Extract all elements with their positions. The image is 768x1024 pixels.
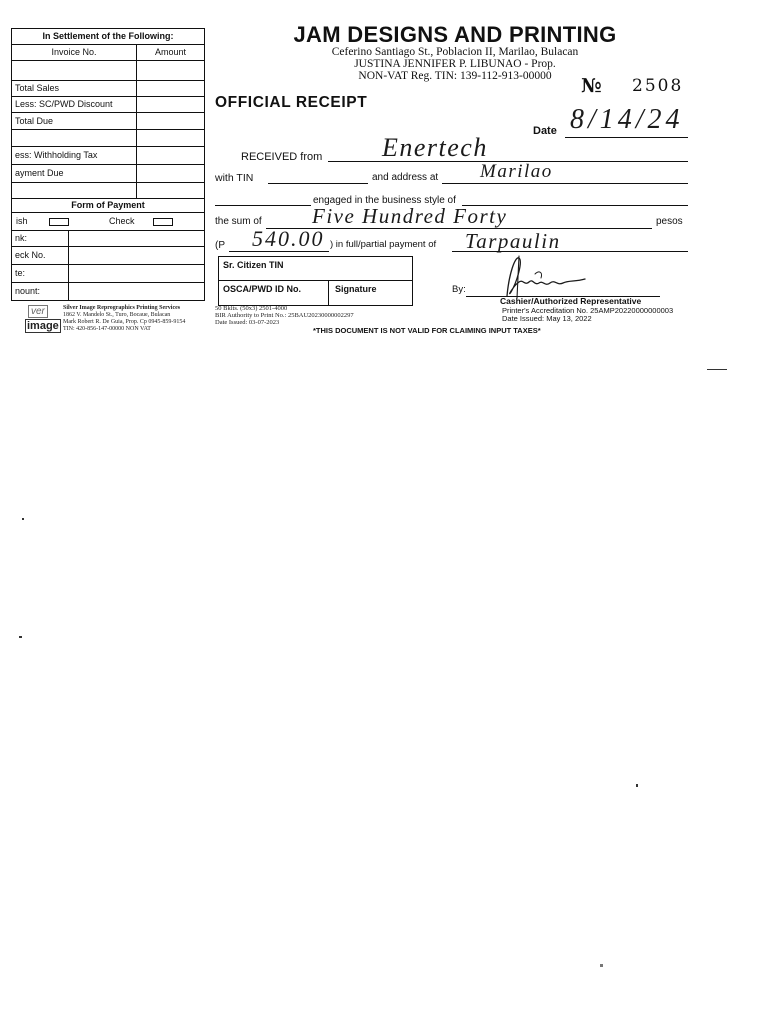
by-label: By: [452,284,466,295]
scan-speck [707,369,727,370]
payment-of-handwritten: Tarpaulin [465,229,561,253]
osca-pwd-id-label: OSCA/PWD ID No. [219,281,329,305]
address-line [442,183,688,184]
scan-speck [636,784,638,787]
invoice-no-cell [12,61,137,80]
blank-cell [137,130,204,146]
address-label: and address at [372,172,439,183]
atp-info: BIR Authority to Print No.: 25BAU20230000002297 [215,312,354,319]
blank-cell [12,130,137,146]
receipt-number-symbol: № [581,75,602,97]
bank-row [12,230,204,246]
sr-citizen-tin-label: Sr. Citizen TIN [219,257,412,281]
with-tin-label: with TIN [215,172,254,184]
booklets-info: 50 Bklts. (50x3) 2501-4000 [215,305,288,312]
blank-cell [137,183,204,198]
senior-signature-label: Signature [335,284,377,294]
payment-method-row [12,212,204,230]
senior-citizen-box [218,256,413,306]
settlement-title: In Settlement of the Following: [42,31,174,41]
payment-date-value [69,265,204,282]
form-of-payment-title: Form of Payment [12,198,204,212]
check-label: Check [109,216,135,226]
scan-speck [22,518,24,520]
check-checkbox [153,218,173,226]
payment-amount-value [69,283,204,300]
sc-pwd-discount-label: Less: SC/PWD Discount [12,97,137,112]
blank-row [12,129,204,146]
pesos-label: pesos [656,216,683,227]
blank-cell [12,183,137,198]
payment-amount-row [12,282,204,300]
total-due-amount [137,113,204,129]
withholding-tax-row [12,146,204,164]
sc-pwd-discount-row [12,96,204,112]
business-name: JAM DESIGNS AND PRINTING [293,22,617,47]
invoice-entry-row [12,60,204,80]
scan-speck [19,636,22,638]
business-tin: NON-VAT Reg. TIN: 139-112-913-00000 [358,70,552,82]
sum-label: the sum of [215,216,262,227]
amount-header: Amount [154,47,187,57]
atp-date-info: Date Issued: 03-07-2023 [215,319,280,326]
total-due-label: Total Due [12,113,137,129]
printer-logo-top: ver [28,305,48,318]
amount-handwritten: 540.00 [252,226,325,251]
invoice-amount-cell [137,61,204,80]
sum-words-handwritten: Five Hundred Forty [312,204,508,228]
printer-accreditation-date: Date Issued: May 13, 2022 [502,314,592,323]
address-handwritten: Marilao [480,161,553,182]
printer-logo-bottom: image [27,320,59,332]
printer-line-3: Mark Robert R. De Guia, Prop. Cp 0945-859-9154 [63,319,186,325]
tin-line [268,183,368,184]
total-sales-label: Total Sales [12,81,137,96]
printer-line-2: 1862 V. Mandelo St., Turo, Bocaue, Bulacan [63,312,171,318]
invoice-no-header: Invoice No. [12,45,137,60]
receipt-number: 2508 [632,76,684,96]
cash-checkbox [49,218,69,226]
cashier-role-label: Cashier/Authorized Representative [500,296,642,306]
received-from-handwritten: Enertech [382,133,488,162]
withholding-tax-amount [137,147,204,164]
amount-line [229,251,329,252]
date-handwritten: 8/14/24 [570,104,684,135]
received-from-label: RECEIVED from [241,151,323,163]
payment-date-row [12,264,204,282]
payment-amount-label: nount: [12,283,69,300]
printer-line-1: Silver Image Reprographics Printing Services [63,305,181,311]
printer-line-4: TIN: 420-856-147-00000 NON VAT [63,326,151,332]
date-line [565,137,688,138]
printer-logo [25,305,60,339]
settlement-column-headers [12,44,204,60]
total-due-row [12,112,204,129]
bank-label: nk: [12,231,69,246]
business-address: Ceferino Santiago St., Poblacion II, Marilao, Bulacan [331,46,579,58]
blank-row [12,182,204,198]
input-tax-disclaimer: *THIS DOCUMENT IS NOT VALID FOR CLAIMING INPUT TAXES* [313,326,541,335]
bank-value [69,231,204,246]
total-sales-amount [137,81,204,96]
cash-label: ish [16,216,28,226]
cashier-signature [495,252,590,300]
amount-open-label: (P [215,240,225,251]
printer-accreditation: Printer's Accreditation No. 25AMP20220000000003 [502,306,674,315]
payment-due-amount [137,165,204,182]
payment-due-row [12,164,204,182]
business-proprietor: JUSTINA JENNIFER P. LIBUNAO - Prop. [354,58,556,70]
payment-of-label: ) in full/partial payment of [330,239,437,250]
sc-pwd-discount-amount [137,97,204,112]
settlement-table [11,28,205,301]
business-style-prefix-line [215,205,311,206]
check-no-value [69,247,204,264]
payment-date-label: te: [12,265,69,282]
receipt-title: OFFICIAL RECEIPT [215,94,368,111]
payment-due-label: ayment Due [12,165,137,182]
check-no-label: eck No. [12,247,69,264]
total-sales-row [12,80,204,96]
scan-speck [600,964,603,967]
business-style-label: engaged in the business style of [313,195,456,206]
check-no-row [12,246,204,264]
date-label: Date [533,125,557,137]
withholding-tax-label: ess: Withholding Tax [12,147,137,164]
